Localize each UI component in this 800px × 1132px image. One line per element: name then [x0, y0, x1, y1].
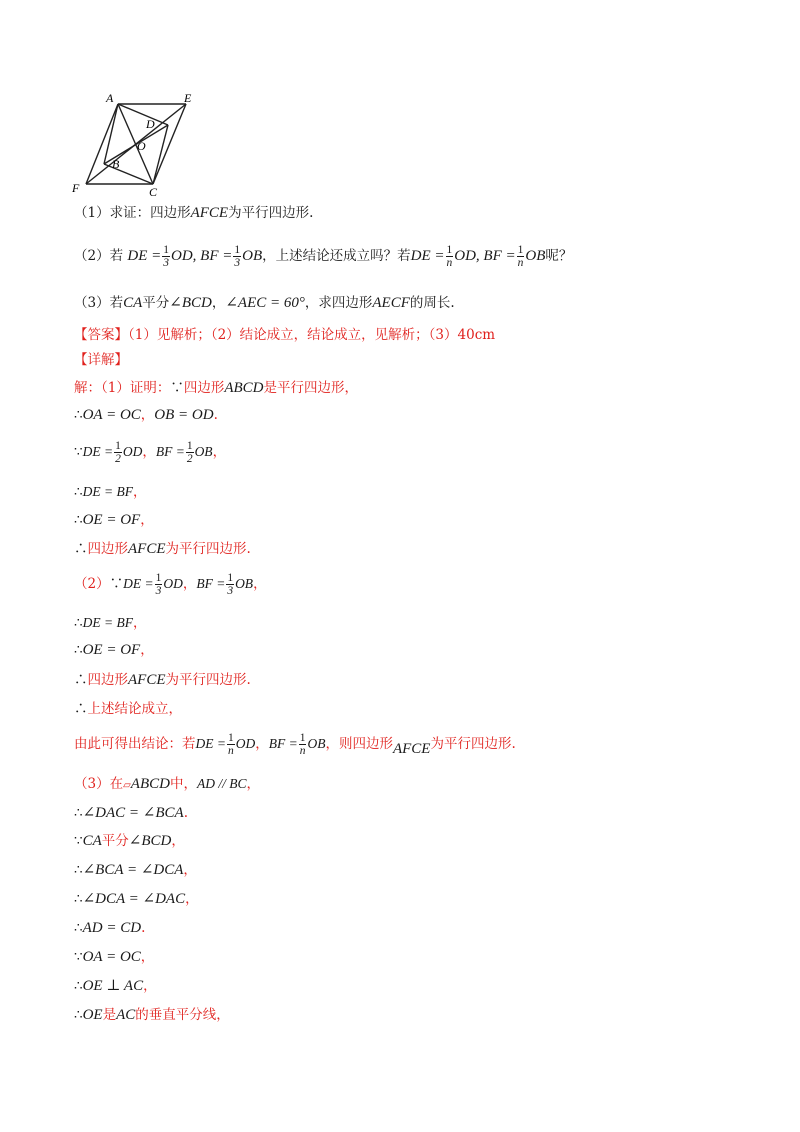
q3-text: ，求四边形 — [304, 295, 373, 311]
solution-step: 由此可得出结论：若DE = $\frac{1}{n}$ OD，BF = $\frac{1}{n}$ OB，则四边形AFCE为平行四边形. — [74, 732, 516, 757]
label-B: B — [112, 157, 120, 171]
question-part-1 — [74, 203, 313, 223]
solution-step: ∴DE = BF， — [74, 615, 147, 631]
q3-math: ∠BCD — [169, 295, 212, 311]
solution-step: ∴AD = CD. — [74, 920, 146, 936]
solution-step: （2）∵DE = $\frac{1}{3}$ OD，BF = $\frac{1}{3}$ OB， — [74, 572, 267, 597]
solution-step: ∴∠BCA = ∠DCA， — [74, 862, 197, 878]
label-O: O — [137, 139, 146, 153]
label-C: C — [149, 185, 158, 198]
label-F: F — [72, 181, 80, 195]
q3-math: AECF — [372, 295, 410, 311]
solution-step: ∴OE = OF， — [74, 642, 154, 658]
q3-prefix: （3）若 — [74, 295, 124, 311]
q2-suffix: 呢？ — [545, 248, 573, 264]
solution-step: 解：（1）证明：∵四边形ABCD是平行四边形， — [74, 380, 359, 396]
label-E: E — [184, 91, 192, 105]
q2-expr: OD, BF = — [171, 248, 233, 264]
solution-step: ∴四边形AFCE为平行四边形. — [74, 672, 251, 688]
solution-step: ∴∠DCA = ∠DAC， — [74, 891, 199, 907]
q2-fraction: $\frac{1}{n}$ — [446, 244, 453, 269]
q3-text: 的周长. — [409, 295, 455, 311]
q2-expr: OB — [525, 248, 546, 264]
q3-math: CA — [123, 295, 143, 311]
q3-text: ， — [211, 295, 226, 311]
solution-step: （3）在▱ABCD中，AD // BC， — [74, 776, 260, 792]
q2-prefix: （2）若 — [74, 248, 124, 264]
solution-step: ∵CA平分∠BCD， — [74, 833, 185, 849]
solution-step: ∴OE是AC的垂直平分线， — [74, 1007, 230, 1023]
label-D: D — [146, 117, 155, 131]
q2-fraction: $\frac{1}{3}$ — [234, 244, 241, 269]
solution-step: ∴∠DAC = ∠BCA. — [74, 805, 188, 821]
q2-fraction: $\frac{1}{n}$ — [517, 244, 524, 269]
answer-line: 【答案】（1）见解析；（2）结论成立，结论成立，见解析；（3）40cm — [74, 327, 496, 343]
q2-expr: DE = — [410, 248, 445, 264]
solution-step: ∵OA = OC， — [74, 949, 155, 965]
q2-mid: ，上述结论还成立吗？若 — [262, 248, 411, 264]
q1-text: （1）求证：四边形 — [74, 205, 191, 221]
q2-expr: OB — [242, 248, 263, 264]
q2-expr: OD, BF = — [454, 248, 516, 264]
q1-figure-name: AFCE — [190, 205, 229, 221]
q3-math: ∠AEC = 60° — [225, 295, 305, 311]
solution-step: ∴上述结论成立， — [74, 701, 182, 717]
solution-step: ∴OE ⊥ AC， — [74, 978, 157, 994]
question-part-3 — [74, 293, 455, 313]
question-part-2 — [74, 244, 572, 269]
q2-expr: DE = — [127, 248, 162, 264]
parallelogram-figure — [66, 88, 206, 198]
detail-heading: 【详解】 — [74, 352, 128, 368]
q2-fraction: $\frac{1}{3}$ — [163, 244, 170, 269]
solution-step: ∵DE = $\frac{1}{2}$ OD，BF = $\frac{1}{2}$ OB， — [74, 440, 227, 465]
solution-step: ∴DE = BF， — [74, 484, 147, 500]
q3-text: 平分 — [142, 295, 170, 311]
solution-step: ∴OA = OC，OB = OD. — [74, 407, 218, 423]
solution-step: ∴OE = OF， — [74, 512, 154, 528]
q1-suffix: 为平行四边形. — [228, 205, 314, 221]
label-A: A — [106, 91, 114, 105]
solution-step: ∴四边形AFCE为平行四边形. — [74, 541, 251, 557]
